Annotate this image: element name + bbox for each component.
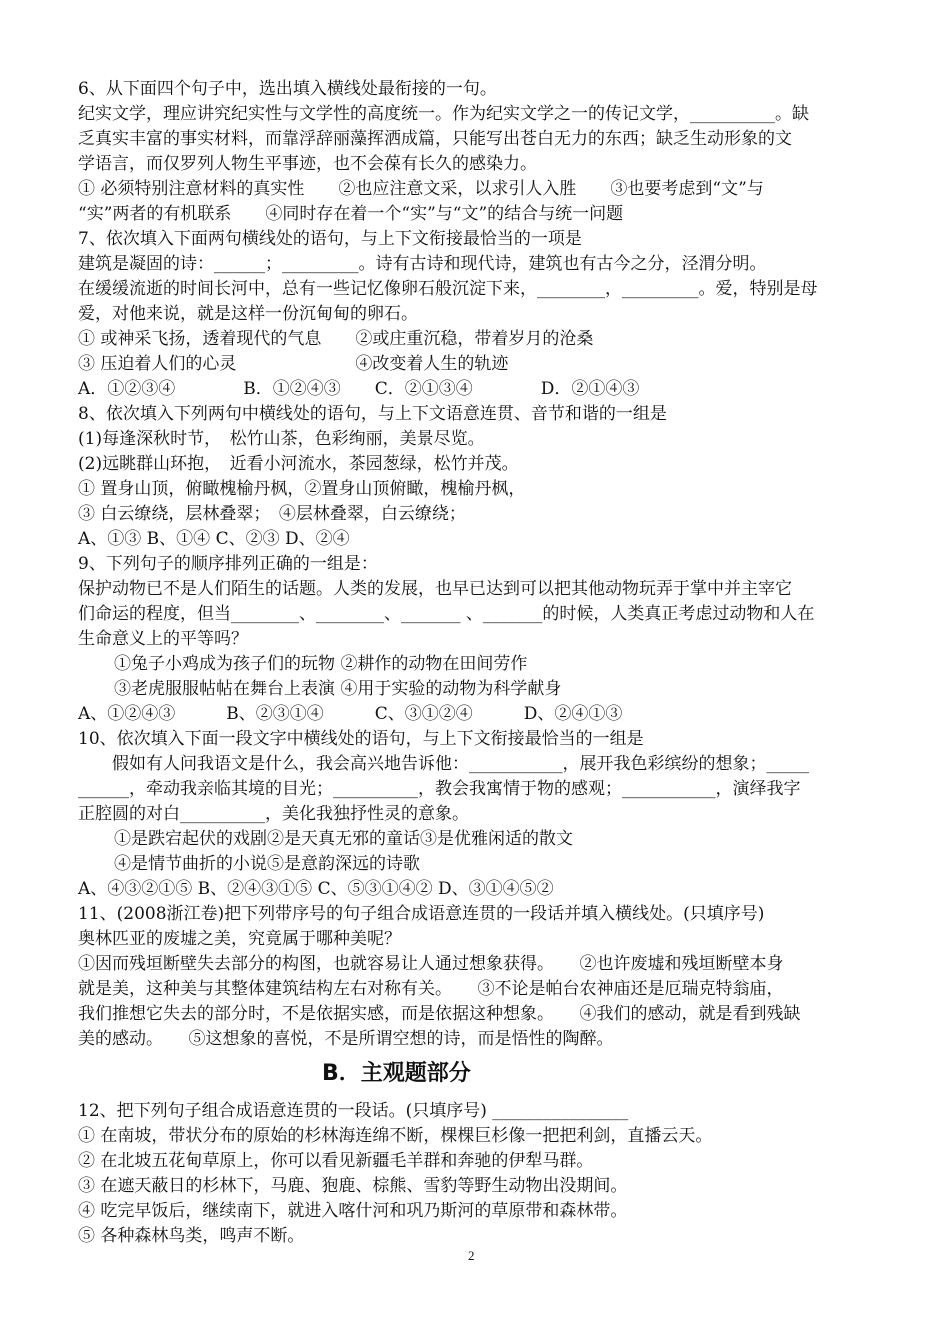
q7-passage-line: 建筑是凝固的诗：______；_________。诗有古诗和现代诗，建筑也有古今之分，泾渭分明。 — [78, 254, 767, 274]
q6-passage-line: 纪实文学，理应讲究纪实性与文学性的高度统一。作为纪实文学之一的传记文学，__________。缺 — [78, 104, 809, 124]
q7-options-line: ③ 压迫着人们的心灵 ④改变着人生的轨迹 — [78, 354, 509, 374]
q10-answers: A、④③②①⑤ B、②④③①⑤ C、⑤③①④② D、③①④⑤② — [78, 879, 554, 899]
section-heading: B．主观题部分 — [322, 1061, 471, 1086]
q11-title: 11、(2008浙江卷)把下列带序号的句子组合成语意连贯的一段话并填入横线处。(只填序号) — [78, 904, 765, 924]
q11-passage-line: 美的感动。 ⑤这想象的喜悦，不是所谓空想的诗，而是悟性的陶醉。 — [78, 1029, 614, 1049]
q12-sentence: ③ 在遮天蔽日的杉林下，马鹿、狍鹿、棕熊、雪豹等野生动物出没期间。 — [78, 1176, 628, 1196]
q7-title: 7、依次填入下面两句横线处的语句，与上下文衔接最恰当的一项是 — [78, 229, 582, 249]
q6-passage-line: 学语言，而仅罗列人物生平事迹，也不会葆有长久的感染力。 — [78, 154, 537, 174]
q12-title: 12、把下列句子组合成语意连贯的一段话。(只填序号) ________________ — [78, 1101, 629, 1121]
q9-passage-line: 们命运的程度，但当________、________、_______ 、_______的时候，人类真正考虑过动物和人在 — [78, 604, 815, 624]
q10-options-line: ④是情节曲折的小说⑤是意韵深远的诗歌 — [114, 854, 420, 874]
q10-passage-line: 假如有人问我语文是什么，我会高兴地告诉他：___________，展开我色彩缤纷的想象；_____ — [78, 754, 809, 774]
q6-options-line: “实”两者的有机联系 ④同时存在着一个“实”与“文”的结合与统一问题 — [78, 204, 624, 224]
q11-passage-line: 就是美，这种美与其整体建筑结构左右对称有关。 ③不论是帕台农神庙还是厄瑞克特翁庙， — [78, 979, 784, 999]
q9-options-line: ①兔子小鸡成为孩子们的玩物 ②耕作的动物在田间劳作 — [114, 654, 528, 674]
q12-sentence: ② 在北坡五花甸草原上，你可以看见新疆毛羊群和奔驰的伊犁马群。 — [78, 1151, 594, 1171]
q10-title: 10、依次填入下面一段文字中横线处的语句，与上下文衔接最恰当的一组是 — [78, 729, 644, 749]
q7-answers: A．①②③④ B．①②④③ C．②①③④ D．②①④③ — [78, 379, 640, 399]
q9-passage-line: 保护动物已不是人们陌生的话题。人类的发展，也早已达到可以把其他动物玩弄于掌中并主宰它 — [78, 579, 792, 599]
q7-passage-line: 爱，对他来说，就是这样一份沉甸甸的卵石。 — [78, 304, 418, 324]
q9-title: 9、下列句子的顺序排列正确的一组是： — [78, 554, 378, 574]
q8-sentence: (1)每逢深秋时节， 松竹山茶，色彩绚丽，美景尽览。 — [78, 429, 485, 449]
q7-passage-line: 在缓缓流逝的时间长河中，总有一些记忆像卵石般沉淀下来，________，_________。爱，特别是母 — [78, 279, 818, 299]
q7-options-line: ① 或神采飞扬，透着现代的气息 ②或庄重沉稳，带着岁月的沧桑 — [78, 329, 594, 349]
q12-sentence: ⑤ 各种森林鸟类，鸣声不断。 — [78, 1226, 305, 1246]
page-number: 2 — [468, 1248, 475, 1263]
q10-passage-line: 正腔圆的对白__________，美化我独抒性灵的意象。 — [78, 804, 469, 824]
q8-answers: A、①③ B、①④ C、②③ D、②④ — [78, 529, 350, 549]
q8-sentence: (2)远眺群山环抱， 近看小河流水，茶园葱绿，松竹并茂。 — [78, 454, 519, 474]
q9-answers: A、①②④③ B、②③①④ C、③①②④ D、②④①③ — [78, 704, 623, 724]
q10-options-line: ①是跌宕起伏的戏剧②是天真无邪的童话③是优雅闲适的散文 — [114, 829, 573, 849]
q11-passage-line: ①因而残垣断壁失去部分的构图，也就容易让人通过想象获得。 ②也许废墟和残垣断壁本身 — [78, 954, 784, 974]
q10-passage-line: ______，牵动我亲临其境的目光；__________，教会我寓情于物的感观；___________，演绎我字 — [78, 779, 801, 799]
q11-passage-line: 我们推想它失去的部分时，不是依据实感，而是依据这种想象。 ④我们的感动，就是看到残缺 — [78, 1004, 801, 1024]
q9-passage-line: 生命意义上的平等吗？ — [78, 629, 248, 649]
q12-sentence: ④ 吃完早饭后，继续南下，就进入喀什河和巩乃斯河的草原带和森林带。 — [78, 1201, 628, 1221]
q6-options-line: ① 必须特别注意材料的真实性 ②也应注意文采，以求引人入胜 ③也要考虑到“文”与 — [78, 179, 764, 199]
q8-options-line: ③ 白云缭绕，层林叠翠； ④层林叠翠，白云缭绕； — [78, 504, 466, 524]
q11-question: 奥林匹亚的废墟之美，究竟属于哪种美呢？ — [78, 929, 401, 949]
q12-sentence: ① 在南坡，带状分布的原始的杉林海连绵不断，棵棵巨杉像一把把利剑，直播云天。 — [78, 1126, 713, 1146]
q6-passage-line: 乏真实丰富的事实材料，而靠浮辞丽藻挥洒成篇，只能写出苍白无力的东西；缺乏生动形象的文 — [78, 129, 792, 149]
q8-title: 8、依次填入下列两句中横线处的语句，与上下文语意连贯、音节和谐的一组是 — [78, 404, 667, 424]
q9-options-line: ③老虎服服帖帖在舞台上表演 ④用于实验的动物为科学献身 — [114, 679, 562, 699]
q8-options-line: ① 置身山顶，俯瞰槐榆丹枫，②置身山顶俯瞰，槐榆丹枫， — [78, 479, 526, 499]
q6-title: 6、从下面四个句子中，选出填入横线处最衔接的一句。 — [78, 79, 497, 99]
